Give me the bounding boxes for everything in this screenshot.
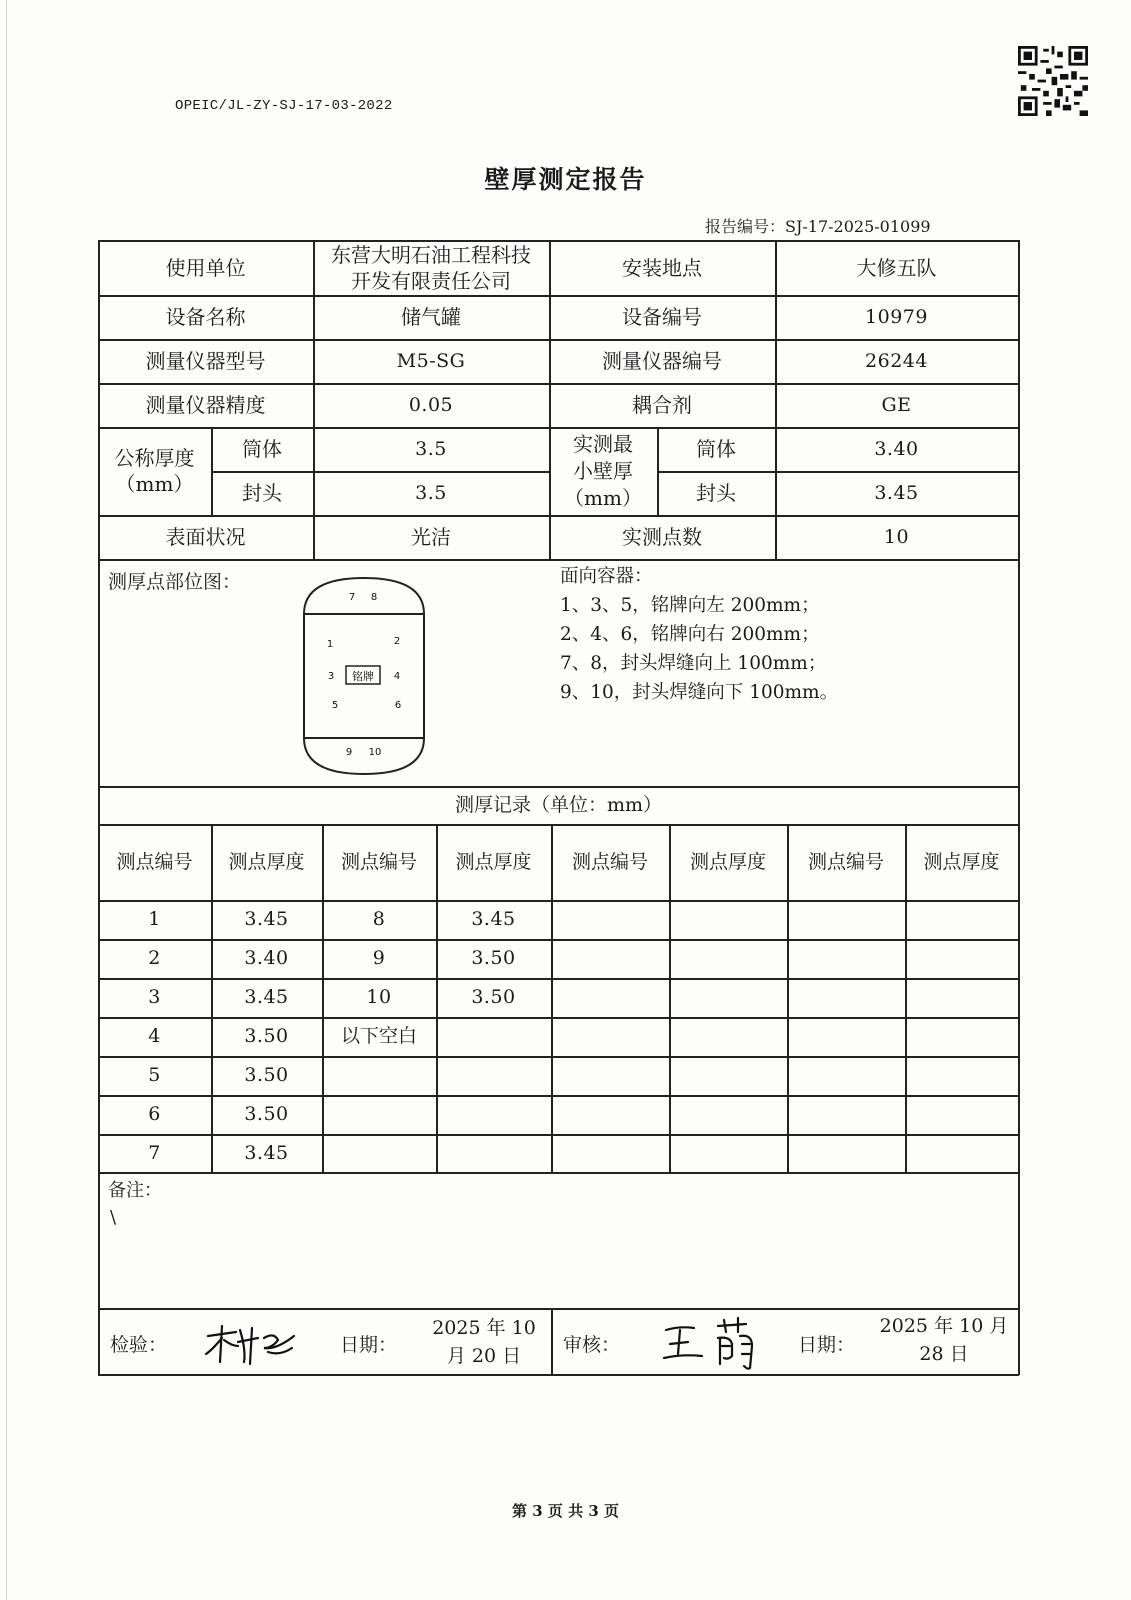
instrument-no-value: 26244 (865, 349, 928, 372)
location-value: 大修五队 (856, 255, 937, 280)
precision-value: 0.05 (408, 393, 454, 416)
point-label-3: 3 (327, 671, 335, 682)
nominal-thickness-label (98, 427, 211, 515)
surface-value: 光洁 (411, 525, 451, 549)
instrument-model-label: 测量仪器型号 (145, 349, 266, 373)
measured-head-value: 3.45 (874, 481, 919, 504)
location-label: 安装地点 (622, 255, 702, 280)
inspect-label: 检验： (110, 1334, 168, 1356)
records-title: 测厚记录（单位：mm） (454, 793, 663, 816)
point-label-4: 4 (393, 671, 401, 682)
record-cell: 3.50 (471, 986, 516, 1009)
scan-edge (6, 0, 7, 1600)
record-cell: 2 (148, 947, 161, 970)
record-cell: 3.50 (244, 1103, 289, 1126)
equipment-no-value: 10979 (865, 305, 928, 328)
col-header-point-no: 测点编号 (571, 850, 648, 873)
point-label-1: 1 (326, 639, 334, 650)
measured-min-label-line2: 小壁厚 (573, 458, 633, 483)
unit-label: 使用单位 (165, 255, 246, 280)
couplant-label: 耦合剂 (632, 393, 692, 417)
equipment-no-label: 设备编号 (622, 305, 702, 329)
inspect-date-line1: 2025 年 10 (432, 1317, 536, 1339)
qr-code (1018, 46, 1088, 116)
record-cell: 3.45 (244, 908, 289, 931)
point-label-9: 9 (345, 747, 353, 758)
report-form (98, 240, 1043, 1400)
record-cell: 3.45 (244, 986, 289, 1009)
record-cell: 1 (148, 908, 161, 931)
point-label-10: 10 (368, 747, 382, 758)
nominal-shell-label: 筒体 (242, 437, 282, 461)
inspect-date-label: 日期： (340, 1334, 398, 1356)
reviewer-signature (660, 1316, 770, 1372)
record-cell: 5 (148, 1064, 161, 1087)
instrument-no-label: 测量仪器编号 (602, 349, 722, 373)
report-number: 报告编号：SJ-17-2025-01099 (705, 217, 931, 236)
unit-value: 东营大明石油工程科技开发有限责任公司 (331, 242, 531, 293)
measured-shell-label: 筒体 (696, 437, 736, 461)
point-label-5: 5 (331, 700, 339, 711)
instruction-line: 1、3、5，铭牌向左 200mm； (560, 595, 820, 616)
review-label: 审核： (563, 1334, 621, 1356)
notes-content: \ (110, 1207, 117, 1228)
surface-label: 表面状况 (165, 525, 246, 549)
nominal-shell-value: 3.5 (415, 437, 447, 460)
report-title: 壁厚测定报告 (484, 165, 647, 194)
measured-min-label-line1: 实测最 (573, 431, 633, 456)
col-header-thickness: 测点厚度 (455, 850, 532, 873)
nominal-thickness-unit: （mm） (115, 472, 194, 496)
nominal-head-value: 3.5 (415, 481, 447, 504)
equipment-name-value: 储气罐 (401, 305, 461, 329)
col-header-thickness: 测点厚度 (923, 850, 1000, 873)
instruction-line: 7、8，封头焊缝向上 100mm； (560, 653, 827, 674)
col-header-point-no: 测点编号 (340, 850, 417, 873)
point-label-2: 2 (393, 636, 401, 647)
col-header-point-no: 测点编号 (116, 850, 193, 873)
measured-head-label: 封头 (696, 481, 736, 505)
record-cell: 3.50 (471, 947, 516, 970)
points-value: 10 (883, 525, 910, 548)
inspect-date-value (424, 1314, 544, 1370)
point-label-8: 8 (370, 592, 378, 603)
record-cell: 4 (148, 1025, 161, 1048)
notes-label: 备注： (108, 1180, 162, 1201)
instruction-line: 9、10，封头焊缝向下 100mm。 (560, 682, 839, 703)
record-cell: 3.50 (244, 1025, 289, 1048)
record-cell: 3.50 (244, 1064, 289, 1087)
inspector-signature (202, 1322, 302, 1368)
page-footer: 第 3 页 共 3 页 (512, 1502, 619, 1520)
point-label-6: 6 (394, 700, 402, 711)
review-date-label: 日期： (798, 1334, 856, 1356)
measured-min-label (549, 427, 657, 515)
nominal-head-label: 封头 (242, 481, 282, 505)
diagram-label: 测厚点部位图： (108, 571, 242, 593)
nominal-thickness-label-line1: 公称厚度 (114, 446, 195, 470)
record-cell: 3.45 (244, 1141, 289, 1164)
record-cell: 6 (148, 1103, 161, 1126)
record-cell: 9 (372, 947, 386, 970)
record-cell: 10 (366, 986, 392, 1009)
record-cell: 3.40 (244, 947, 289, 970)
measured-min-unit: （mm） (564, 485, 642, 510)
col-header-point-no: 测点编号 (807, 850, 884, 873)
equipment-name-label: 设备名称 (165, 305, 246, 329)
record-cell: 7 (148, 1141, 161, 1164)
col-header-thickness: 测点厚度 (228, 850, 305, 873)
point-label-7: 7 (348, 592, 356, 603)
review-date-value (874, 1312, 1014, 1368)
record-cell: 3 (148, 986, 161, 1009)
inspect-date-line2: 月 20 日 (446, 1345, 522, 1367)
measured-shell-value: 3.40 (874, 437, 919, 460)
instructions-heading: 面向容器： (560, 566, 653, 587)
precision-label: 测量仪器精度 (145, 393, 266, 417)
review-date-line1: 2025 年 10 月 (879, 1315, 1009, 1337)
review-date-line2: 28 日 (919, 1343, 969, 1365)
document-code: OPEIC/JL-ZY-SJ-17-03-2022 (175, 98, 393, 114)
instrument-model-value: M5-SG (396, 349, 466, 372)
couplant-value: GE (881, 393, 912, 416)
points-label: 实测点数 (622, 525, 702, 549)
blank-below-note: 以下空白 (340, 1025, 417, 1048)
record-cell: 3.45 (471, 908, 516, 931)
vessel-diagram (301, 574, 427, 778)
instruction-line: 2、4、6，铭牌向右 200mm； (560, 624, 820, 645)
measurement-instructions (560, 562, 838, 707)
col-header-thickness: 测点厚度 (689, 850, 766, 873)
record-cell: 8 (372, 908, 386, 931)
nameplate-label: 铭牌 (352, 670, 374, 683)
